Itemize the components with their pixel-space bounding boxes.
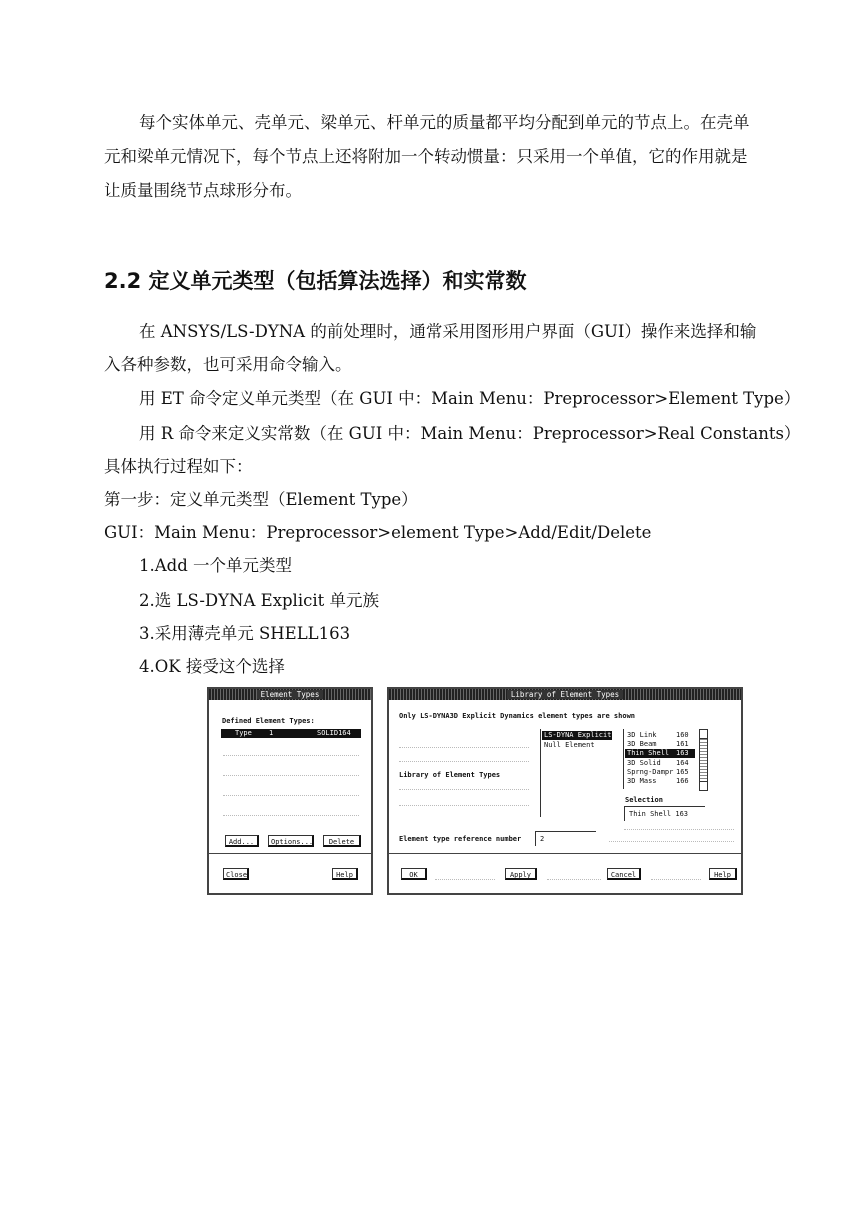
- family-list[interactable]: [540, 729, 613, 817]
- library-dialog: [387, 687, 743, 895]
- ref-number-label: Element type reference number: [399, 835, 522, 843]
- library-titlebar: Library of Element Types: [389, 689, 741, 700]
- element-types-dialog: [207, 687, 373, 895]
- type-item[interactable]: Sprng-Dampr: [627, 768, 674, 776]
- defined-types-list[interactable]: [219, 727, 363, 835]
- step-item: 2.选 LS-DYNA Explicit 单元族: [139, 591, 380, 610]
- separator: [209, 853, 371, 854]
- type-item-selected[interactable]: Thin Shell 163: [625, 749, 695, 758]
- selection-field: Thin Shell 163: [624, 806, 705, 821]
- type-number: 161: [676, 740, 689, 748]
- para1-line1: 每个实体单元、壳单元、梁单元、杆单元的质量都平均分配到单元的节点上。在壳单: [139, 113, 750, 132]
- type-item[interactable]: 3D Beam: [627, 740, 657, 748]
- library-notice: Only LS-DYNA3D Explicit Dynamics element types are shown: [399, 712, 636, 720]
- para2-line1: 在 ANSYS/LS-DYNA 的前处理时，通常采用图形用户界面（GUI）操作来选择和输: [139, 322, 757, 341]
- family-item[interactable]: LS-DYNA Explicit: [544, 731, 612, 739]
- options-button[interactable]: Options...: [268, 835, 314, 847]
- help-button[interactable]: Help: [332, 868, 358, 880]
- r-command-line: 用 R 命令来定义实常数（在 GUI 中：Main Menu：Preprocessor>Real Constants）: [139, 424, 801, 443]
- element-types-titlebar: Element Types: [209, 689, 371, 700]
- step1-heading: 第一步：定义单元类型（Element Type）: [104, 490, 418, 509]
- type-item[interactable]: 3D Link: [627, 731, 657, 739]
- help-button[interactable]: Help: [709, 868, 737, 880]
- separator: [389, 853, 741, 854]
- para2-line2: 入各种参数，也可采用命令输入。: [104, 355, 352, 374]
- section-title: 2.2 定义单元类型（包括算法选择）和实常数: [104, 269, 527, 293]
- types-list[interactable]: [623, 729, 698, 789]
- defined-types-label: Defined Element Types:: [222, 717, 315, 725]
- type-item[interactable]: 3D Mass: [627, 777, 657, 785]
- step-item: 3.采用薄壳单元 SHELL163: [139, 624, 351, 643]
- library-label: Library of Element Types: [399, 771, 501, 779]
- step-item: 4.OK 接受这个选择: [139, 657, 285, 676]
- type-number: 166: [676, 777, 689, 785]
- selection-label: Selection: [625, 796, 663, 804]
- ref-number-input[interactable]: 2: [535, 831, 596, 846]
- cancel-button[interactable]: Cancel: [607, 868, 641, 880]
- para1-line2: 元和梁单元情况下，每个节点上还将附加一个转动惯量：只采用一个单值，它的作用就是: [104, 147, 748, 166]
- close-button[interactable]: Close: [223, 868, 249, 880]
- type-item[interactable]: 3D Solid: [627, 759, 661, 767]
- types-scrollbar[interactable]: [699, 729, 708, 791]
- apply-button[interactable]: Apply: [505, 868, 537, 880]
- add-button[interactable]: Add...: [225, 835, 259, 847]
- family-item[interactable]: Null Element: [544, 741, 595, 749]
- gui-path: GUI：Main Menu：Preprocessor>element Type>Add/Edit/Delete: [104, 523, 652, 542]
- delete-button[interactable]: Delete: [323, 835, 361, 847]
- ok-button[interactable]: OK: [401, 868, 427, 880]
- type-number: 160: [676, 731, 689, 739]
- scroll-down-icon[interactable]: [700, 781, 707, 790]
- type-number: 164: [676, 759, 689, 767]
- scroll-up-icon[interactable]: [700, 730, 707, 739]
- para1-line3: 让质量围绕节点球形分布。: [104, 181, 302, 200]
- step-item: 1.Add 一个单元类型: [139, 556, 293, 575]
- et-command-line: 用 ET 命令定义单元类型（在 GUI 中：Main Menu：Preprocessor>Element Type）: [139, 389, 801, 408]
- procedure-line: 具体执行过程如下：: [104, 457, 253, 476]
- defined-type-row[interactable]: Type 1 SOLID164: [221, 729, 361, 738]
- type-number: 165: [676, 768, 689, 776]
